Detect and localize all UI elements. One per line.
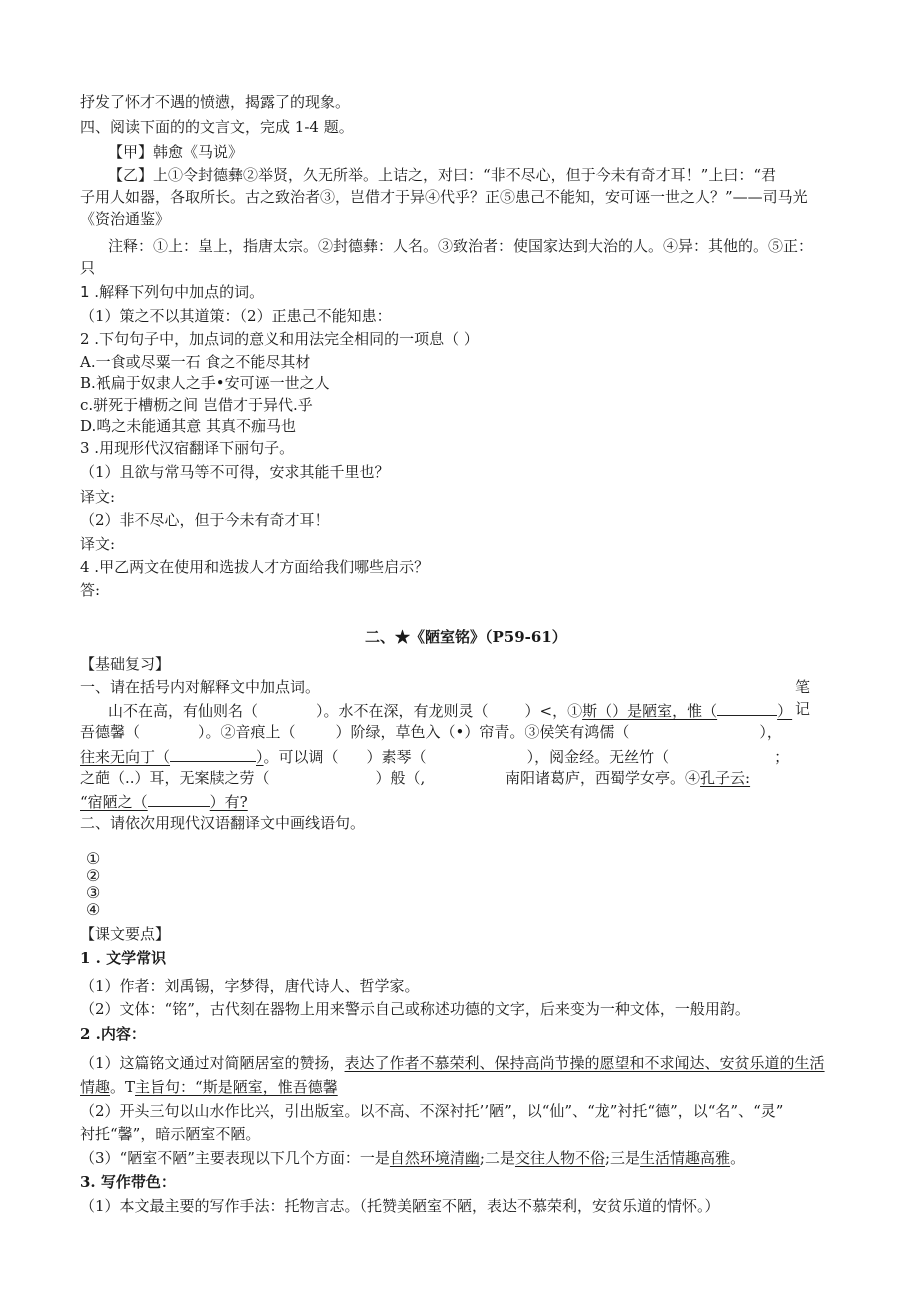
review-heading: 【基础复习】 — [80, 655, 171, 673]
margin-char: 记 — [795, 700, 811, 718]
answer-number: ① — [86, 849, 101, 868]
question-1-items: （1）策之不以其道策：（2）正患己不能知患： — [80, 307, 392, 325]
point-3: 3. 写作带色： — [80, 1173, 176, 1191]
points-heading: 【课文要点】 — [80, 925, 171, 943]
passage-yi-line: 子用人如器，各取所长。古之致治者③，岂借才于异④代乎？正⑤患己不能知，安可诬一世之人？”——司马光 — [80, 188, 808, 206]
point-1: 1 . 文学常识 — [80, 949, 167, 967]
passage-line: 往来无向丁（ ）。可以调（ ）素琴（ ），阅金经。无丝竹（ ； — [80, 745, 789, 767]
answer-number: ③ — [86, 883, 101, 902]
task-1: 一、请在括号内对解释文中加点词。 — [80, 678, 321, 696]
question-1: 1 .解释下列句中加点的词。 — [80, 283, 265, 301]
point-1-item: （1）作者：刘禹锡，字梦得，唐代诗人、哲学家。 — [80, 977, 420, 995]
translation-label: 译文: — [80, 488, 116, 506]
option-a: A.一食或尽粟一石 食之不能尽其材 — [80, 353, 311, 371]
passage-line: 之葩（..）耳，无案牍之劳（ ）般（, — [80, 769, 426, 787]
passage-line: 山不在高，有仙则名（ ）。水不在深，有龙则灵（ ）<，①斯（）是陋室，惟（ ） — [108, 699, 792, 721]
question-4: 4 .甲乙两文在使用和选拔人才方面给我们哪些启示？ — [80, 558, 430, 576]
annotation-line: 注释：①上：皇上，指唐太宗。②封德彝：人名。③致治者：使国家达到大治的人。④异：其他的。⑤正： — [108, 237, 814, 255]
question-2: 2 .下句句子中，加点词的意义和用法完全相同的一项息（ ） — [80, 330, 479, 348]
margin-char: 笔 — [795, 678, 811, 696]
text-line: 抒发了怀才不遇的愤懑，揭露了的现象。 — [80, 93, 351, 111]
option-b: B.衹扁于奴隶人之手•安可诬一世之人 — [80, 374, 330, 392]
option-d: D.鸣之未能通其意 其真不痂马也 — [80, 417, 297, 435]
point-2-item: （3）“陋室不陋”主要表现以下几个方面：一是自然环境清幽;二是交往人物不俗;三是生活情趣高雅。 — [80, 1149, 746, 1167]
translation-label: 译文: — [80, 535, 116, 553]
point-2-item: （2）开头三句以山水作比兴，引出版室。以不高、不深衬托’’陋”，以“仙”、“龙”衬托“德”，以“名”、“灵” — [80, 1102, 784, 1120]
option-c: c.骈死于槽枥之间 岂借才于异代.乎 — [80, 396, 313, 414]
point-2-item: 衬托“馨”，暗示陋室不陋。 — [80, 1125, 261, 1143]
lesson-heading: 二、★《陋室铭》（P59-61） — [365, 628, 567, 646]
answer-number: ② — [86, 866, 101, 885]
passage-yi-line: 《资治通鉴》 — [80, 210, 171, 228]
passage-line: “宿陋之（ ）有? — [80, 790, 248, 812]
point-1-item: （2）文体：“铭”，古代刻在器物上用来警示自己或称述功德的文字，后来变为一种文体，一般用韵。 — [80, 1000, 750, 1018]
point-2-item: （1）这篇铭文通过对简陋居室的赞扬，表达了作者不慕荣利、保持高尚节操的愿望和不求闻达、安贫乐道的生活 — [80, 1054, 825, 1072]
point-2: 2 .内容： — [80, 1025, 146, 1043]
passage-title-jia: 【甲】韩愈《马说》 — [108, 143, 244, 161]
task-2: 二、请依次用现代汉语翻译文中画线语句。 — [80, 814, 366, 832]
annotation-line: 只 — [80, 259, 96, 277]
passage-yi-line: 【乙】上①令封德彝②举贤，久无所举。上诘之，对曰：“非不尽心，但于今未有奇才耳！”上曰：“君 — [108, 166, 777, 184]
answer-number: ④ — [86, 900, 101, 919]
point-3-item: （1）本文最主要的写作手法：托物言志。（托赞美陋室不陋，表达不慕荣利，安贫乐道的情怀。） — [80, 1197, 720, 1215]
question-3: 3 .用现形代汉宿翻译下丽句子。 — [80, 439, 295, 457]
question-3-item: （2）非不尽心，但于今未有奇才耳！ — [80, 511, 330, 529]
passage-line: 吾德馨（ ）。②音痕上（ ）阶绿，草色入（•）帘青。③侯笑有鸿儒（ ）， — [80, 723, 782, 741]
passage-line: 南阳诸葛庐，西蜀学女亭。④孔子云: — [505, 769, 751, 787]
answer-label: 答: — [80, 581, 101, 599]
section-heading: 四、阅读下面的的文言文，完成 1-4 题。 — [80, 118, 354, 136]
point-2-item: 情趣。T主旨句：“斯是陋室，惟吾德馨 — [80, 1078, 338, 1096]
question-3-item: （1）且欲与常马等不可得，安求其能千里也？ — [80, 463, 390, 481]
